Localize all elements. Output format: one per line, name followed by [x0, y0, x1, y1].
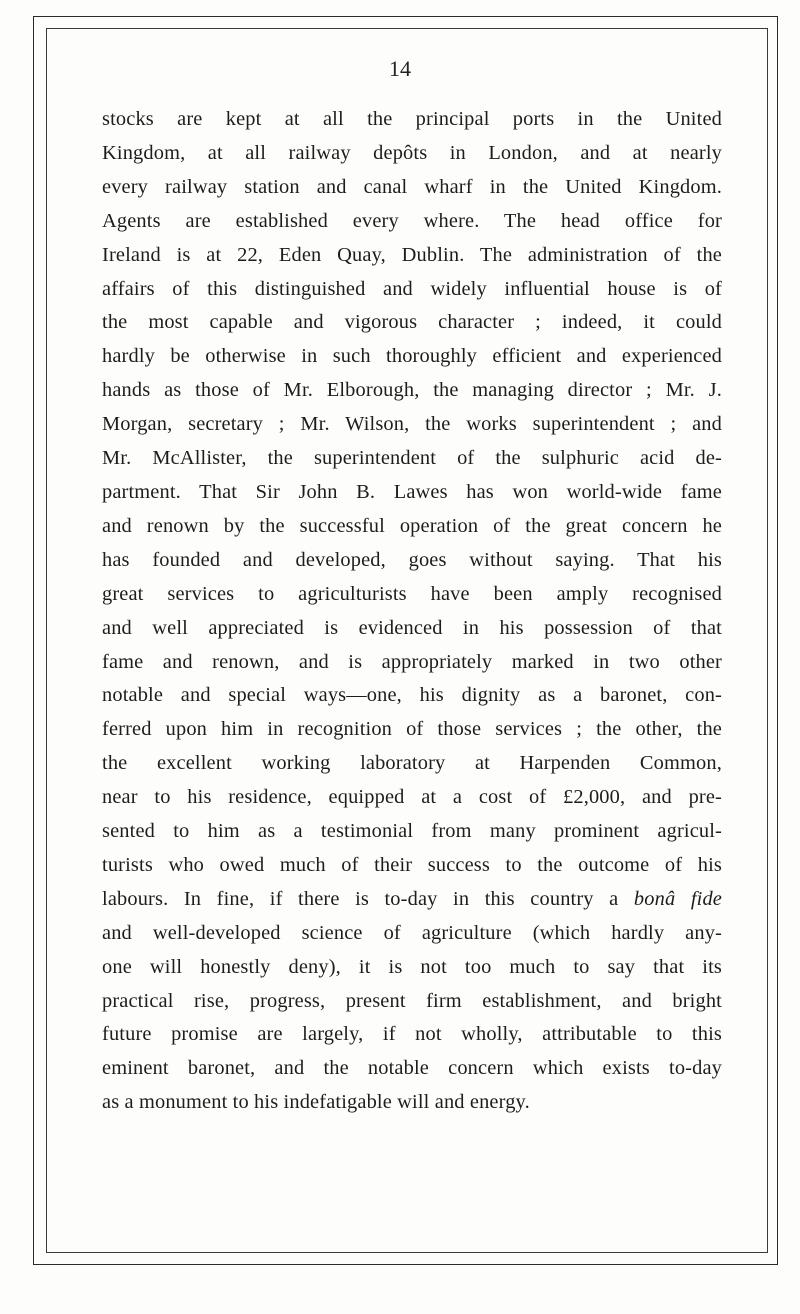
text-line: the excellent working laboratory at Harpenden Common,	[102, 752, 722, 775]
text-line: fame and renown, and is appropriately marked in two other	[102, 650, 722, 673]
text-line: affairs of this distinguished and widely influential house is of	[102, 277, 722, 300]
text-line: and renown by the successful operation of the great concern he	[102, 514, 722, 537]
text-line: every railway station and canal wharf in the United Kingdom.	[102, 175, 722, 198]
text-line: stocks are kept at all the principal ports in the United	[102, 108, 722, 130]
text-line-last: as a monument to his indefatigable will and energy.	[102, 1091, 530, 1114]
text-line: the most capable and vigorous character ; indeed, it could	[102, 311, 722, 334]
text-line: near to his residence, equipped at a cost of £2,000, and pre-	[102, 786, 722, 809]
text-line: and well appreciated is evidenced in his possession of that	[102, 616, 722, 639]
text-segment: labours. In fine, if there is to-day in this country a	[102, 887, 619, 910]
text-line: hardly be otherwise in such thoroughly efficient and experienced	[102, 345, 722, 368]
text-line: turists who owed much of their success to the outcome of his	[102, 853, 722, 876]
text-line: ferred upon him in recognition of those services ; the other, the	[102, 718, 722, 741]
text-line: eminent baronet, and the notable concern which exists to-day	[102, 1057, 722, 1080]
italic-phrase: bonâ fide	[633, 887, 722, 910]
text-line: future promise are largely, if not wholly, attributable to this	[102, 1023, 722, 1046]
text-line: Ireland is at 22, Eden Quay, Dublin. The administration of the	[102, 243, 722, 266]
text-line: and well-developed science of agriculture (which hardly any-	[102, 921, 722, 944]
text-line: has founded and developed, goes without saying. That his	[102, 548, 722, 571]
text-line: partment. That Sir John B. Lawes has won world-wide fame	[102, 480, 722, 503]
text-line: Morgan, secretary ; Mr. Wilson, the works superintendent ; and	[102, 413, 722, 436]
text-line: great services to agriculturists have been amply recognised	[102, 582, 722, 605]
text-line-with-italic	[102, 883, 722, 917]
text-line: Mr. McAllister, the superintendent of the sulphuric acid de-	[102, 447, 722, 470]
text-line: Agents are established every where. The head office for	[102, 209, 722, 232]
body-paragraph	[102, 103, 722, 1120]
text-line: one will honestly deny), it is not too much to say that its	[102, 955, 722, 978]
text-line: practical rise, progress, present firm establishment, and bright	[102, 989, 722, 1012]
text-line: hands as those of Mr. Elborough, the managing director ; Mr. J.	[102, 379, 722, 402]
page-number: 14	[389, 56, 411, 81]
text-line: Kingdom, at all railway depôts in London, and at nearly	[102, 141, 722, 164]
text-line: notable and special ways—one, his dignity as a baronet, con-	[102, 684, 722, 707]
text-line: sented to him as a testimonial from many prominent agricul-	[102, 820, 722, 843]
